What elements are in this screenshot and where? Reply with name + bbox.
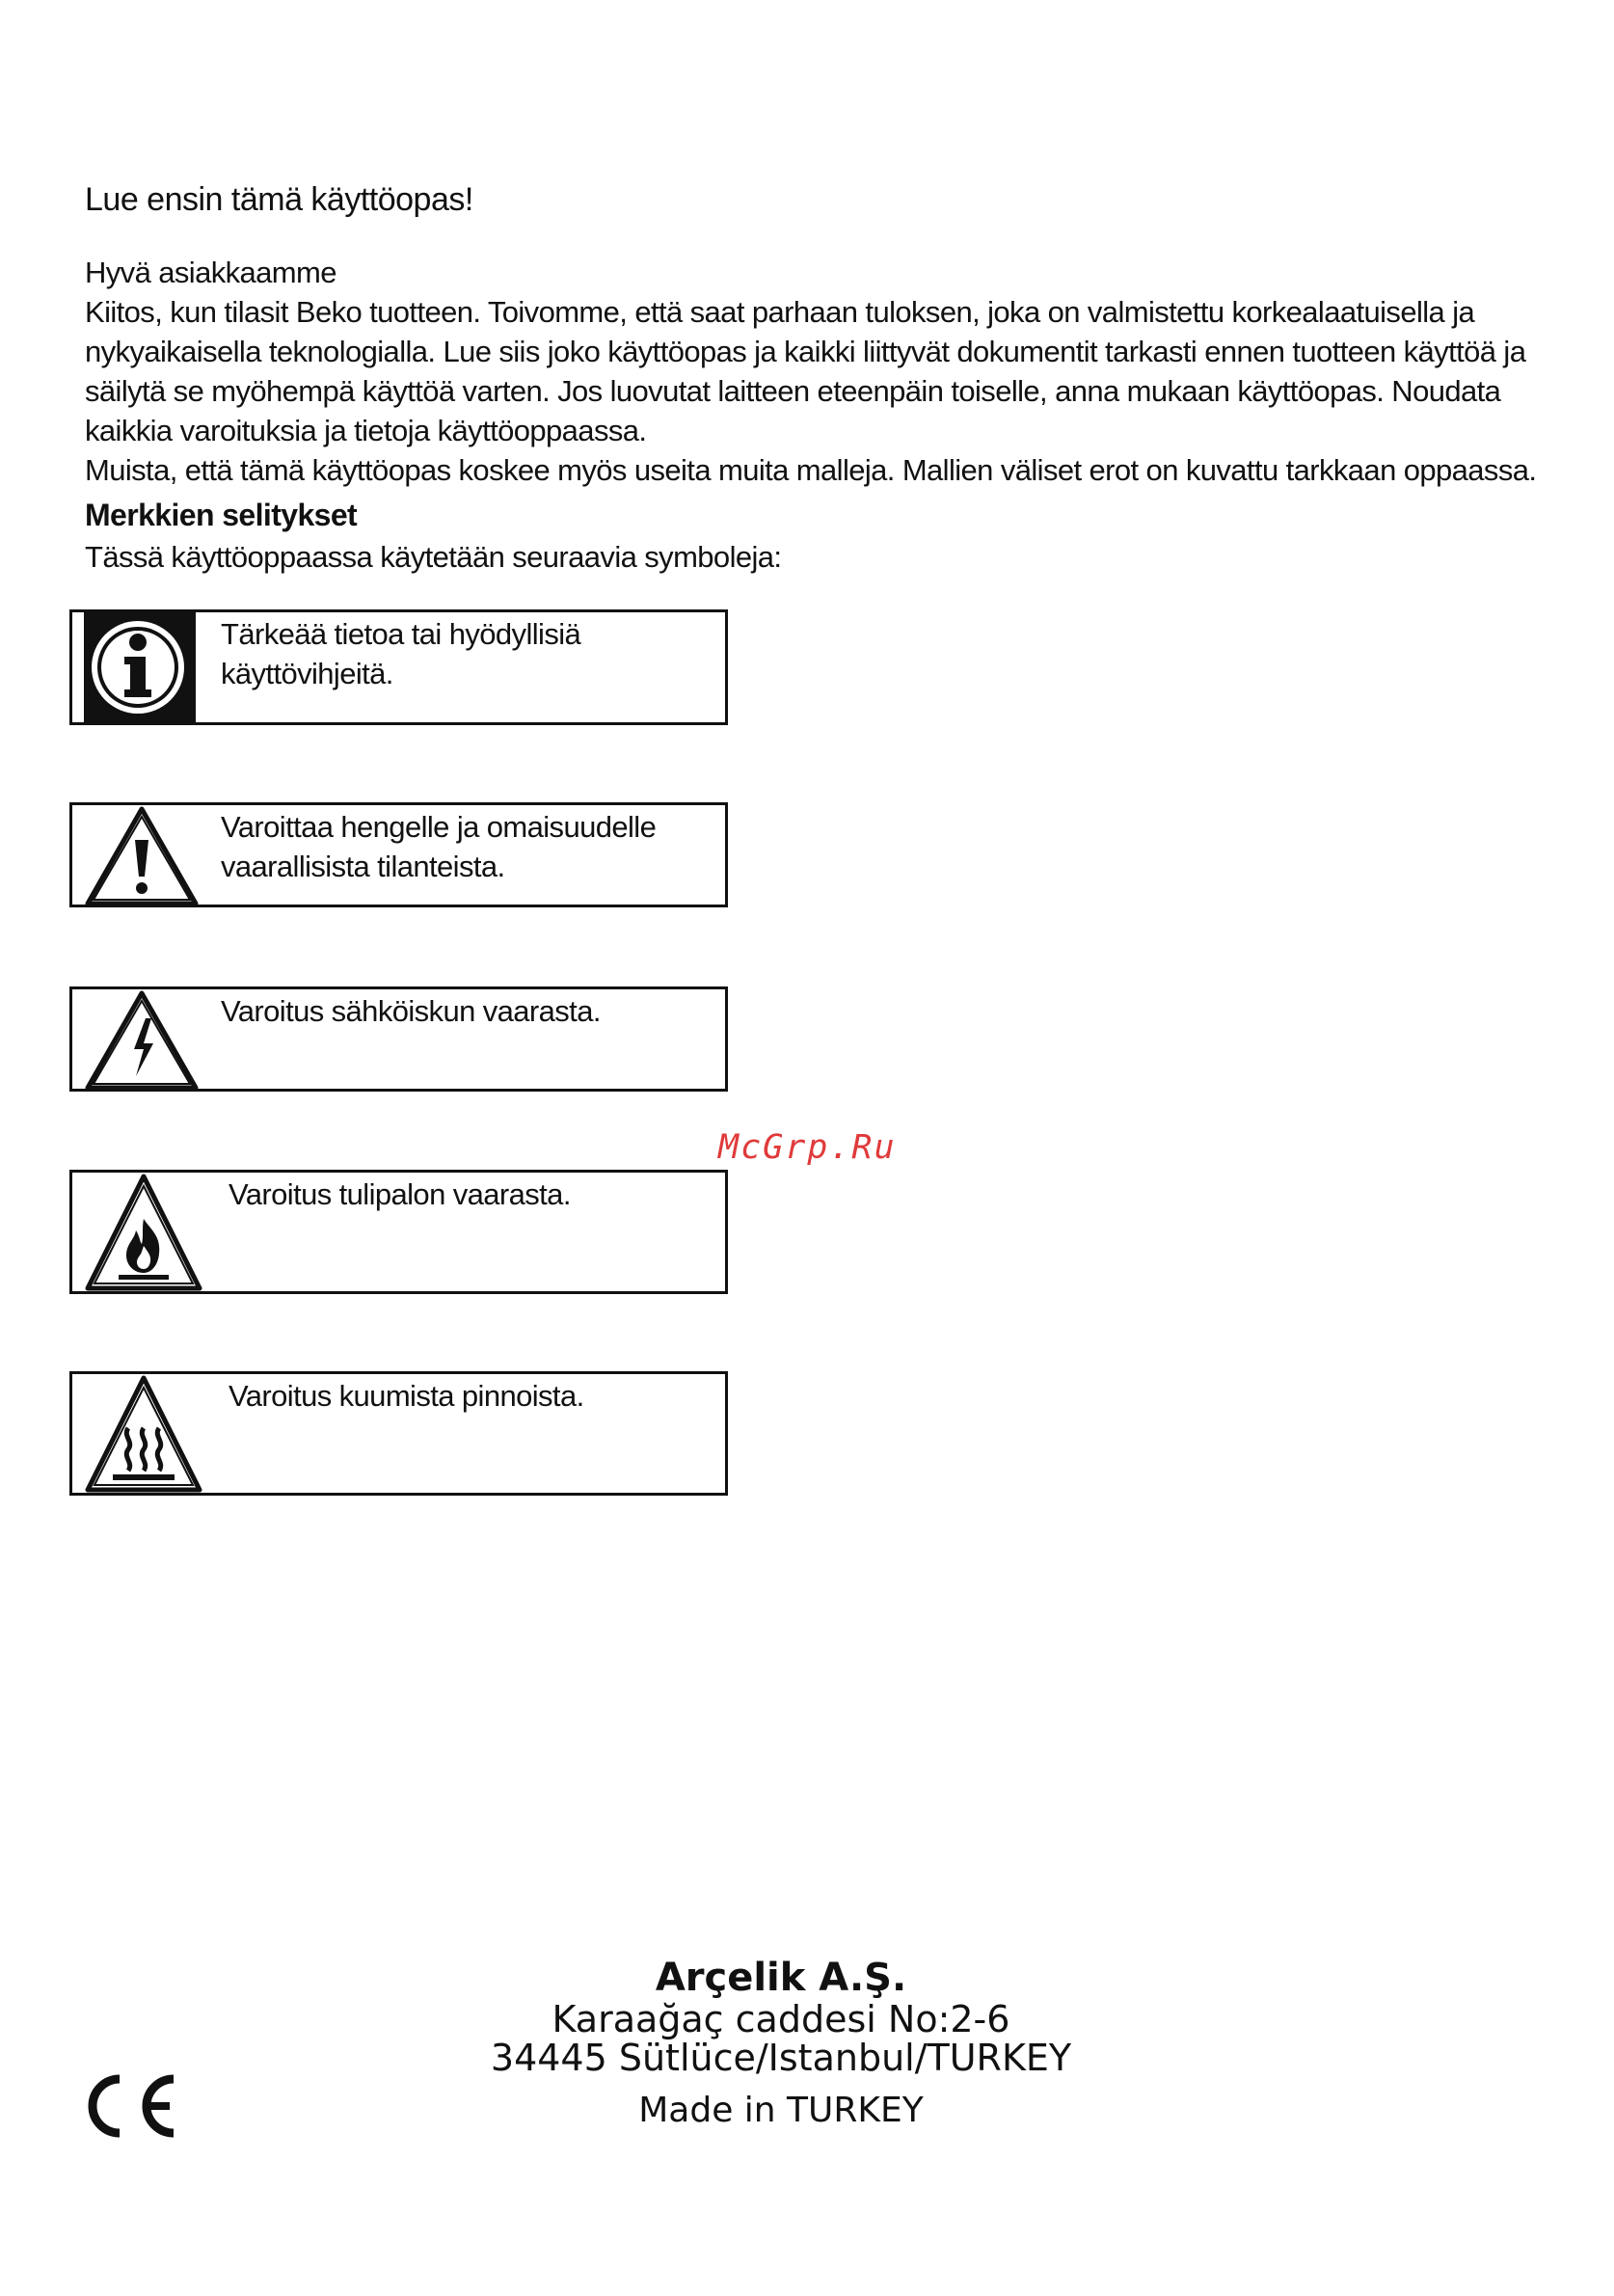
greeting: Hyvä asiakkaamme — [85, 256, 336, 289]
intro-body: Kiitos, kun tilasit Beko tuotteen. Toivomme, että saat parhaan tuloksen, joka on valmistettu korkealaatuisella ja nykyaikaisella teknologialla. Lue siis joko käyttöopas ja kaikki liittyvät dokumentit tarkasti ennen tuotteen käyttöä ja säilytä se myöhempä käyttöä varten. Jos luovutat laitteen eteenpäin toiselle, anna mukaan käyttöopas. Noudata kaikkia varoituksia ja tietoja käyttöoppaassa. — [85, 295, 1526, 447]
symbol-text-line1: Varoitus tulipalon vaarasta. — [229, 1177, 571, 1211]
info-icon — [84, 612, 196, 722]
address-line2: 34445 Sütlüce/Istanbul/TURKEY — [490, 2037, 1072, 2079]
symbol-text-line2: vaarallisista tilanteista. — [221, 850, 505, 883]
legend-heading: Merkkien selitykset — [85, 498, 358, 532]
intro-note: Muista, että tämä käyttöopas koskee myös useita muita malleja. Mallien väliset erot on kuvattu tarkkaan oppaassa. — [85, 453, 1537, 487]
footer — [482, 1956, 1080, 2130]
page-title: Lue ensin tämä käyttöopas! — [85, 181, 473, 218]
hot-surface-icon — [84, 1374, 203, 1494]
symbol-text-line1: Varoitus sähköiskun vaarasta. — [221, 994, 601, 1028]
symbol-text-line1: Tärkeää tietoa tai hyödyllisiä — [221, 617, 581, 651]
legend-intro: Tässä käyttöoppaassa käytetään seuraavia symboleja: — [85, 540, 782, 574]
symbol-box-warning — [69, 802, 728, 907]
warning-exclamation-icon — [84, 805, 200, 907]
symbol-box-hot-surface — [69, 1371, 728, 1496]
address-line1: Karaağaç caddesi No:2-6 — [551, 1998, 1010, 2040]
intro-section — [85, 253, 1550, 490]
ce-mark-icon — [81, 2071, 177, 2141]
fire-hazard-icon — [84, 1173, 203, 1292]
symbol-box-fire — [69, 1170, 728, 1294]
symbol-box-info — [69, 609, 728, 725]
electric-shock-icon — [84, 989, 200, 1092]
symbol-text-line1: Varoittaa hengelle ja omaisuudelle — [221, 810, 657, 844]
symbol-box-electric — [69, 986, 728, 1092]
company-name: Arçelik A.Ş. — [655, 1956, 907, 2000]
watermark: McGrp.Ru — [718, 1128, 897, 1167]
made-in: Made in TURKEY — [638, 2091, 924, 2130]
symbol-text-line2: käyttövihjeitä. — [221, 657, 393, 690]
symbol-text-line1: Varoitus kuumista pinnoista. — [229, 1379, 584, 1413]
